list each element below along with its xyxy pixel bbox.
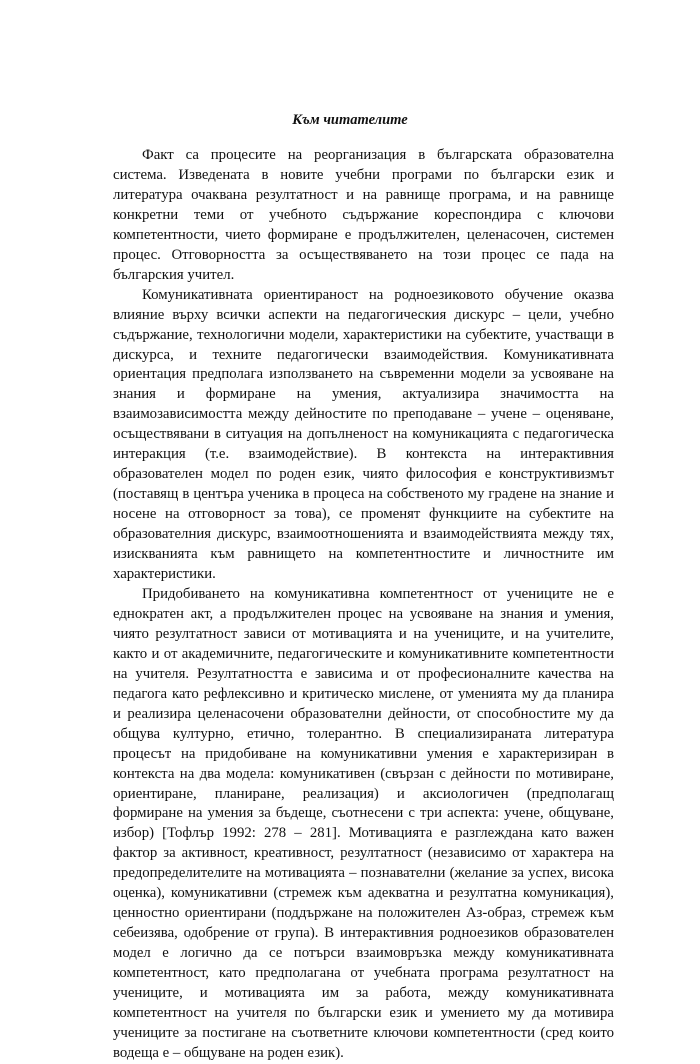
- paragraph: Придобиването на комуникативна компетентност от учениците не е еднократен акт, а продължителен процес на усвояване на знания и умения, чиято резултатност зависи от мотивацията и на учениците, и на учителите, както и от академичните, педагогическите и комуникативните компетентности на учителя. Резултатността е зависима и от професионалните качества на педагога като рефлексивно и критическо мислене, от уменията му да планира и реализира целенасочени образователни дейности, от способностите му да общува културно, етично, толерантно. В специализираната литература процесът на придобиване на комуникативни умения е характеризиран в контекста на два модела: комуникативен (свързан с дейности по мотивиране, ориентиране, планиране, реализация) и аксиологичен (предполагащ формиране на умения за бъдеще, съотнесени с три аспекта: учене, общуване, избор) [Тофлър 1992: 278 – 281]. Мотивацията е разглеждана като важен фактор за активност, креативност, резултатност (независимо от характера на предопределителите на мотивацията – познавателни (желание за успех, висока оценка), комуникативни (стремеж към адекватна и резултатна комуникация), ценностно ориентирани (поддържане на положителен Аз-образ, стремеж към себеизява, одобрение от група). В интерактивния родноезиков образователен модел е логично да се потърси взаимовръзка между комуникативната компетентност, като предполагана от учебната програма резултатност на учениците, и мотивацията им за работа, между комуникативната компетентност на учителя по български език и умението му да мотивира учениците за постигане на съответните ключови компетентности (сред които водеща е – общуване на роден език).: [113, 585, 614, 1061]
- paragraph: Факт са процесите на реорганизация в българската образователна система. Изведената в новите учебни програми по български език и литература очаквана резултатност и на равнище програма, и на равнище конкретни теми от учебното съдържание кореспондира с ключови компетентности, чието формиране е продължителен, целенасочен, системен процес. Отговорността за осъществяването на този процес се пада на българския учител.: [113, 147, 614, 283]
- paragraph: Комуникативната ориентираност на родноезиковото обучение оказва влияние върху всички аспекти на педагогическия дискурс – цели, учебно съдържание, технологични модели, характеристики на субектите, участващи в дискурса, и техните педагогически взаимодействия. Комуникативната ориентация предполага използването на съвременни модели за усвояване на знания и формиране на умения, актуализира значимостта на взаимозависимостта между дейностите по преподаване – учене – оценяване, осъществявани в ситуация на допълненост на комуникацията с педагогическа интеракция (т.е. взаимодействие). В контекста на интерактивния образователен модел по роден език, чиято философия е конструктивизмът (поставящ в центъра ученика в процеса на собственото му градене на знание и носене на отговорност за това), се променят функциите на субектите на образователния дискурс, взаимоотношенията и взаимодействията между тях, изискванията към равнището на компетентностите и личностните им характеристики.: [113, 286, 614, 583]
- body-text: [113, 146, 614, 1064]
- page-title: Към читателите: [292, 112, 408, 128]
